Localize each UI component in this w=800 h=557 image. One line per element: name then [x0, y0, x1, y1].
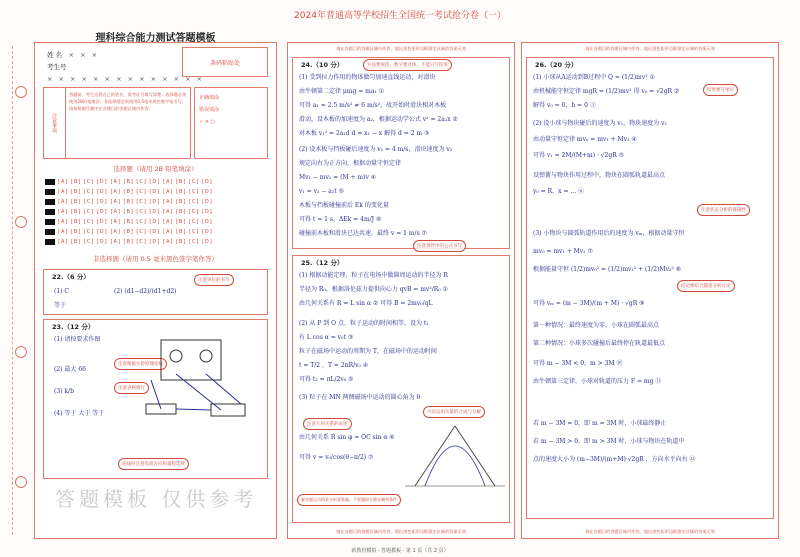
circuit-wire-icon [151, 374, 241, 410]
mcq-row[interactable]: [A] [B] [C] [D] [A] [B] [C] [D] [A] [B] [C] [D] [45, 217, 270, 227]
q23-note-1: 注意根据实验原理连线 [114, 358, 167, 370]
q25-line: 半径为 R₀，根据洛伦兹力提供向心力 qvB = mv²/R₀ ① [299, 286, 448, 293]
mcq-row[interactable]: [A] [B] [C] [D] [A] [B] [C] [D] [A] [B] [C] [D] [45, 187, 270, 197]
q24-line: v₁ = v₂ − a₁t ⑤ [299, 188, 344, 195]
mcq-timing-mark [45, 199, 55, 205]
q24-line: 对木板 v₁² = 2a₁d d = x₁ − x 解得 d = 2 m ③ [299, 130, 430, 137]
q22-answer-3: 等于 [54, 302, 67, 309]
binding-hole-icon [15, 86, 27, 98]
notice-box [43, 87, 191, 159]
sample-marks: ✓ × ○ [199, 119, 215, 125]
mcq-timing-mark [45, 209, 55, 215]
mcq-section-header: 选择题（请用 2B 铅笔填涂） [113, 165, 198, 173]
q26-line: 根据能量守恒 (1/2)mv₀² = (1/2)mv₁² + (1/2)Mv₂² ⑧ [533, 266, 682, 273]
q25-line: 由几何关系 R sin φ = OC sin α ⑥ [299, 434, 395, 441]
q26-line: 由牛顿第三定律，小球对轨道的压力 F = mg ⑪ [533, 378, 662, 385]
name-value: × × × [68, 51, 100, 59]
mcq-row[interactable]: [A] [B] [C] [D] [A] [B] [C] [D] [A] [B] [C] [D] [45, 207, 270, 217]
q25-line: t = T/2 ，T = 2πR/v₀ ④ [299, 362, 369, 369]
fill-sample-box [194, 87, 268, 159]
q26-line: 可得 v₁ = 2M/(M+m) · √2gR ⑤ [533, 152, 625, 159]
q24-line: 滑动，设木板的加速度为 a₂，根据运动学公式 v² = 2a₂x ② [299, 116, 458, 123]
q24-line: (2) 设木板与挡板碰后速度为 v₁ = 4 m/s，滑块速度为 v₂ [299, 146, 453, 153]
binding-hole-icon [15, 346, 27, 358]
exam-title: 2024年普通高等学校招生全国统一考试抢分卷（一） [294, 11, 506, 21]
page-footer: 新教材模拟 · 答题模板 · 第 1 页（共 2 页） [351, 548, 449, 554]
q25-line: (2) 从 P 到 O 点，粒子运动的时间相等，设为 t₁ [299, 320, 429, 327]
q23-title: 23.（12 分） [52, 323, 95, 331]
sample-wrong-label: 错误填涂 [199, 107, 220, 113]
q24-line: Mv₁ − mv₂ = (M + m)v ④ [299, 174, 377, 181]
mcq-row[interactable]: [A] [B] [C] [D] [A] [B] [C] [D] [A] [B] [C] [D] [45, 197, 270, 207]
q25-line: 有 L cos α = v₀t ③ [299, 334, 354, 341]
bottom-banner: 请在各题目的答题区域内作答，超出黑色矩形边框限定区域的答案无效 [336, 529, 466, 534]
q26-title: 26.（20 分） [535, 61, 578, 69]
q24-line: 规定向右为正方向，根据动量守恒定律 [299, 160, 402, 167]
q26-line: 可得 m − 3M < 0，m > 3M ⑩ [533, 360, 623, 367]
mcq-row[interactable]: [A] [B] [C] [D] [A] [B] [C] [D] [A] [B] [C] [D] [45, 227, 270, 237]
mcq-timing-mark [45, 219, 55, 225]
q24-note-mid: 注意条件中的公式书写 [413, 240, 466, 252]
id-label: 考生号 [47, 63, 67, 71]
q22-answer-box[interactable] [43, 269, 268, 315]
q24-line: 可得 a₁ = 2.5 m/s² ≠ 6 m/s²，故开始时滑块相对木板 [299, 102, 447, 109]
q25-answer-box[interactable] [292, 255, 510, 523]
q23-note-2: 注意表格填写 [114, 382, 149, 394]
q26-line: (3) 小物块与圆弧轨道作用后的速度为 vₘ，根据动量守恒 [533, 230, 685, 237]
q26-line: mv₀ = mv₁ + Mv₂ ⑦ [533, 248, 593, 255]
top-banner-right: 请在各题目的答题区域内作答，超出黑色矩形边框限定区域的答案无效 [585, 46, 715, 51]
q24-line: 木板与挡板碰撞前后 Ek 的变化量 [299, 202, 389, 209]
q22-answer-1: (1) C [54, 288, 69, 295]
q25-line: 可得 t₂ = πL/2v₀ ⑤ [299, 376, 354, 383]
name-label: 姓 名 [47, 51, 63, 59]
binding-edge [12, 46, 28, 535]
q25-line: 可得 v = v₀/cos(θ−π/2) ⑦ [299, 454, 374, 461]
q26-line: 第二种情况：小球多次碰撞后最终停在轨道最低点 [533, 340, 666, 347]
mcq-timing-mark [45, 239, 55, 245]
q25-line: 粒子在磁场中运动的周期为 T，在磁场中的运动时间 [299, 348, 437, 355]
mcq-row[interactable]: [A] [B] [C] [D] [A] [B] [C] [D] [A] [B] [C] [D] [45, 237, 270, 247]
q26-line: 点的速度大小为 (m−3M)/(m+M)·√2gR ，方向水平向右 ⑫ [533, 456, 696, 463]
q26-note-c: 结论要结合题意分析讨论 [677, 280, 735, 292]
q24-line: 由牛顿第二定律 μmg = ma₁ ① [299, 88, 385, 95]
q25-diagram [405, 416, 505, 496]
trajectory-icon [425, 446, 485, 486]
q22-title: 22.（6 分） [52, 273, 90, 281]
q25-line: (3) 粒子在 MN 两侧磁场中运动的圆心角为 θ [299, 394, 421, 401]
binding-hole-icon [15, 476, 27, 488]
q25-line: (1) 根据动能定理，粒子在电场中做圆周运动的半径为 R [299, 272, 448, 279]
q22-answer-2: (2) (d1−d2)/(d1+d2) [114, 288, 177, 295]
q24-line: 可得 t = 1 s，ΔEk = 4m/J ⑥ [299, 216, 382, 223]
q25-note-c: 注意几何关系的表述 [303, 418, 352, 430]
q26-line: 可得 vₘ = (m − 3M)/(m + M) · √gR ⑨ [533, 300, 645, 307]
watermark: 答题模板 仅供参考 [55, 487, 258, 511]
mcq-timing-mark [45, 179, 55, 185]
q25-title: 25.（12 分） [301, 259, 344, 267]
q24-line: (1) 受到拉力作用的物体做匀加速直线运动，对滑块 [299, 74, 436, 81]
q23-line-3: (3) k/b [54, 388, 74, 395]
q23-line-1: (1) 请按要求作图 [54, 336, 101, 343]
mcq-timing-mark [45, 189, 55, 195]
q26-note-b: 注意状态分析的准确性 [697, 204, 750, 216]
sample-correct-label: 正确填涂 [199, 95, 220, 101]
student-info [47, 49, 204, 85]
q26-line: 第一种情况：最终速度为零，小球在圆弧最高点 [533, 322, 660, 329]
q24-note-top: 方法要规范、数字要具体，不能只写结果 [363, 59, 452, 71]
column-middle [287, 42, 515, 539]
q25-line: 由几何关系有 R = L sin α ② 可得 B = 2mv₀/qL [299, 300, 433, 307]
q26-line: 若 m − 3M = 0，即 m = 3M 时，小球最终静止 [533, 420, 667, 427]
q25-note-a: 可以运用矢量的合成与分解 [423, 406, 485, 418]
top-banner: 请在各题目的答题区域内作答，超出黑色矩形边框限定区域的答案无效 [336, 46, 466, 51]
q23-answer-box[interactable] [43, 319, 268, 479]
meter-dial-icon [200, 350, 212, 362]
bottom-banner-right: 请在各题目的答题区域内作答，超出黑色矩形边框限定区域的答案无效 [585, 529, 715, 534]
q26-line: 由动量守恒定律 mv₀ = mv₁ + Mv₂ ④ [533, 136, 637, 143]
q26-line: 若 m − 3M > 0，即 m > 3M 时，小球与物块在轨道中 [533, 438, 685, 445]
notice-label: 注意事项 [44, 88, 66, 158]
q26-line: (1) 小球从A运动到B过程中 Q = (1/2)mv² ① [533, 74, 655, 81]
column-left [34, 33, 277, 539]
mcq-grid [45, 177, 270, 247]
q26-line: 解得 v₀ = 0，h = 0 ③ [533, 102, 596, 109]
q26-line: y₀ = R，x = ... ⑥ [533, 188, 585, 195]
notice-text: 答题前，考生先将自己的姓名、准考证号填写清楚；选择题必须使用2B铅笔填涂；非选择题必须使用0.5毫米黑色签字笔书写；请按照题号顺序在各题目的答题区域内作答。 [69, 92, 187, 111]
meter-dial-icon [170, 350, 182, 362]
q22-note: 注意单位的书写 [194, 274, 234, 286]
mcq-row[interactable]: [A] [B] [C] [D] [A] [B] [C] [D] [A] [B] [C] [D] [45, 177, 270, 187]
q24-answer-box[interactable] [292, 57, 510, 249]
circuit-diagram [141, 334, 261, 444]
meter-box-icon [161, 340, 221, 380]
q23-line-4: (4) 等于 大于 等于 [54, 410, 105, 417]
q26-line: 由机械能守恒定律 mgR = (1/2)mv² 得 v₀ = √2gR ② [533, 88, 680, 95]
q24-line: 碰撞前木板和滑块已达共速，最终 v = 1 m/s ⑦ [299, 230, 427, 237]
id-value: × × × × × × × × × × × × × × [47, 75, 205, 83]
q26-line: 设弹簧与物块作用过程中，物块在圆弧轨道最高点 [533, 172, 666, 179]
free-response-header: 非选择题（请用 0.5 毫米黑色签字笔作答） [93, 255, 218, 263]
column-right [521, 42, 779, 539]
mcq-timing-mark [45, 229, 55, 235]
sheet-title: 理科综合能力测试答题模板 [95, 33, 216, 44]
barcode-area: 条码粘贴处 [182, 47, 268, 77]
q26-answer-box[interactable] [526, 57, 774, 519]
binding-hole-icon [15, 216, 27, 228]
q26-line: (2) 设小球与物块碰后的速度为 v₁，物块速度为 v₂ [533, 120, 667, 127]
triangle-path-icon [415, 426, 495, 486]
q26-note-a: 结果要写单位 [703, 84, 738, 96]
q24-title: 24.（10 分） [301, 61, 344, 69]
q23-line-2: (2) 最大 66 [54, 366, 86, 373]
q25-note-b: 解答题运动情景分析要准确，不要漏掉关键步骤和条件 [297, 494, 401, 506]
q23-note-3: 连线时注意电流方向和量程选择 [118, 458, 189, 470]
